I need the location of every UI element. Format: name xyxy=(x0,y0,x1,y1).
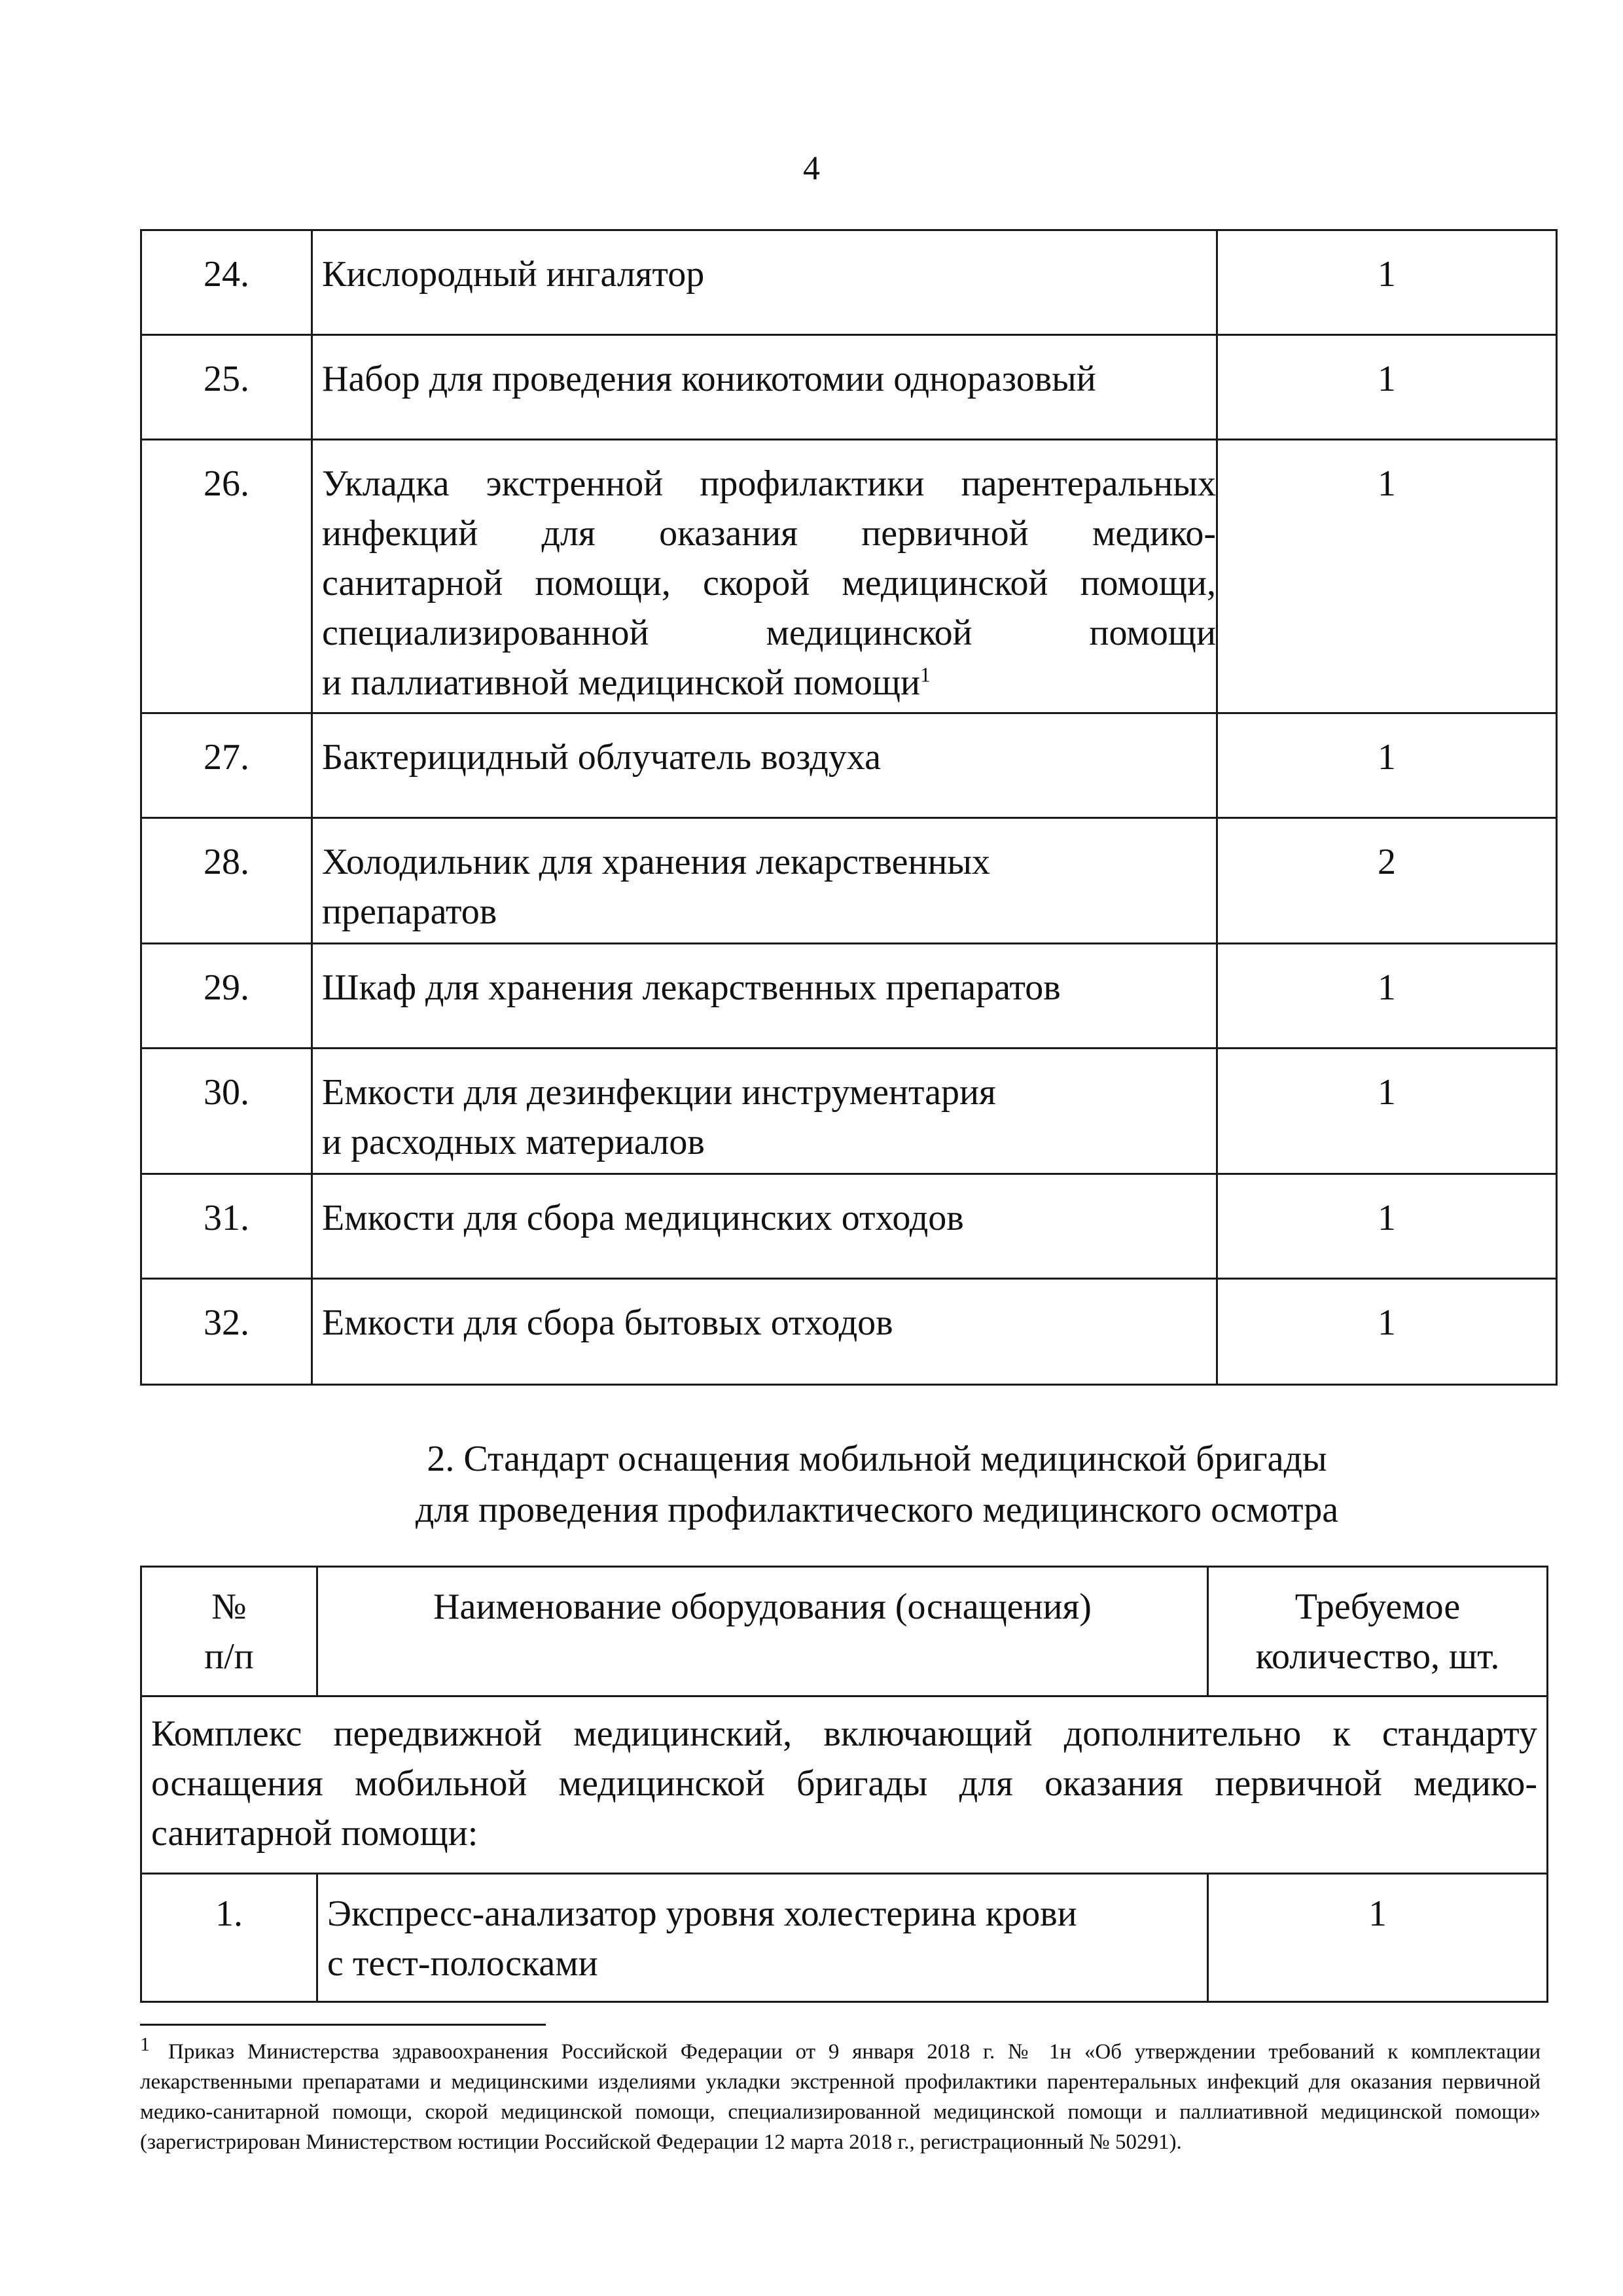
item-name: Шкаф для хранения лекарственных препаратов xyxy=(312,944,1217,1049)
item-name xyxy=(312,818,1217,944)
item-name-line: Емкости для дезинфекции инструментария xyxy=(322,1072,996,1113)
item-quantity: 1 xyxy=(1217,713,1557,818)
table-header-row xyxy=(141,1567,1548,1696)
footnote-mark: 1 xyxy=(140,2034,150,2055)
item-name-line: и расходных материалов xyxy=(322,1122,705,1162)
row-number: 25. xyxy=(141,335,312,440)
item-name-line: Экспресс-анализатор уровня холестерина крови xyxy=(327,1893,1077,1934)
section-title xyxy=(366,1433,1387,1535)
table-row xyxy=(141,1279,1557,1385)
row-number: 1. xyxy=(141,1874,317,2002)
item-quantity: 1 xyxy=(1217,230,1557,335)
item-name: Бактерицидный облучатель воздуха xyxy=(312,713,1217,818)
item-quantity: 1 xyxy=(1217,1174,1557,1279)
item-name-line: с тест-полосками xyxy=(327,1943,598,1984)
table-row xyxy=(141,1174,1557,1279)
header-quantity xyxy=(1208,1567,1548,1696)
item-name xyxy=(312,1049,1217,1174)
item-quantity: 1 xyxy=(1217,1279,1557,1385)
header-quantity-line: Требуемое xyxy=(1294,1587,1461,1627)
item-name: Емкости для сбора бытовых отходов xyxy=(312,1279,1217,1385)
table-row xyxy=(141,230,1557,335)
header-number-line: п/п xyxy=(204,1636,254,1677)
item-name-line: санитарной помощи, скорой медицинской помощи, xyxy=(322,563,1216,603)
item-name: Набор для проведения коникотомии одноразовый xyxy=(312,335,1217,440)
table-row xyxy=(141,335,1557,440)
row-number: 29. xyxy=(141,944,312,1049)
row-number: 30. xyxy=(141,1049,312,1174)
footnote-text: Приказ Министерства здравоохранения Российской Федерации от 9 января 2018 г. № 1н «Об утверждении требований к комплектации лекарственными препаратами и медицинскими изделиями укладки экстренной профилактики парентеральных инфекций для оказания первичной медико-санитарной помощи, скорой медицинской помощи, специализированной медицинской помощи и паллиативной медицинской помощи» (зарегистрирован Министерством юстиции Российской Федерации 12 марта 2018 г., регистрационный № 50291). xyxy=(140,2040,1541,2154)
item-name-line: препаратов xyxy=(322,891,497,932)
equipment-table-continued xyxy=(140,229,1558,1386)
table-row xyxy=(141,1874,1548,2002)
row-number: 31. xyxy=(141,1174,312,1279)
table-row xyxy=(141,713,1557,818)
table-row xyxy=(141,818,1557,944)
item-name-line: инфекций для оказания первичной медико- xyxy=(322,513,1216,554)
row-number: 32. xyxy=(141,1279,312,1385)
item-name-line: Укладка экстренной профилактики парентеральных xyxy=(322,463,1216,504)
table-row xyxy=(141,944,1557,1049)
row-number: 28. xyxy=(141,818,312,944)
item-name-line-last xyxy=(322,658,1216,708)
item-name-line: Холодильник для хранения лекарственных xyxy=(322,842,991,882)
item-name: Емкости для сбора медицинских отходов xyxy=(312,1174,1217,1279)
header-number-line: № xyxy=(211,1587,247,1627)
table-row xyxy=(141,1049,1557,1174)
page-number: 4 xyxy=(803,150,820,187)
item-quantity: 1 xyxy=(1217,335,1557,440)
item-name-text: и паллиативной медицинской помощи xyxy=(322,662,920,703)
header-name: Наименование оборудования (оснащения) xyxy=(317,1567,1208,1696)
item-quantity: 2 xyxy=(1217,818,1557,944)
item-name-line: специализированной медицинской помощи xyxy=(322,613,1216,653)
group-description: Комплекс передвижной медицинский, включающий дополнительно к стандарту оснащения мобильной медицинской бригады для оказания первичной медико-санитарной помощи: xyxy=(141,1696,1548,1874)
mobile-brigade-equipment-table xyxy=(140,1566,1548,2003)
item-name: Кислородный ингалятор xyxy=(312,230,1217,335)
header-number xyxy=(141,1567,317,1696)
item-quantity: 1 xyxy=(1217,944,1557,1049)
row-number: 24. xyxy=(141,230,312,335)
header-quantity-line: количество, шт. xyxy=(1255,1636,1500,1677)
row-number: 26. xyxy=(141,440,312,713)
row-number: 27. xyxy=(141,713,312,818)
footnote-separator xyxy=(140,2024,546,2026)
item-quantity: 1 xyxy=(1217,1049,1557,1174)
table-row xyxy=(141,440,1557,713)
item-quantity: 1 xyxy=(1217,440,1557,713)
item-name xyxy=(317,1874,1208,2002)
group-row xyxy=(141,1696,1548,1874)
footnote-ref: 1 xyxy=(919,662,931,687)
item-name xyxy=(312,440,1217,713)
footnote xyxy=(140,2034,1541,2157)
section-title-line: 2. Стандарт оснащения мобильной медицинской бригады xyxy=(427,1439,1327,1479)
section-title-line: для проведения профилактического медицинского осмотра xyxy=(415,1490,1339,1530)
item-quantity: 1 xyxy=(1208,1874,1548,2002)
